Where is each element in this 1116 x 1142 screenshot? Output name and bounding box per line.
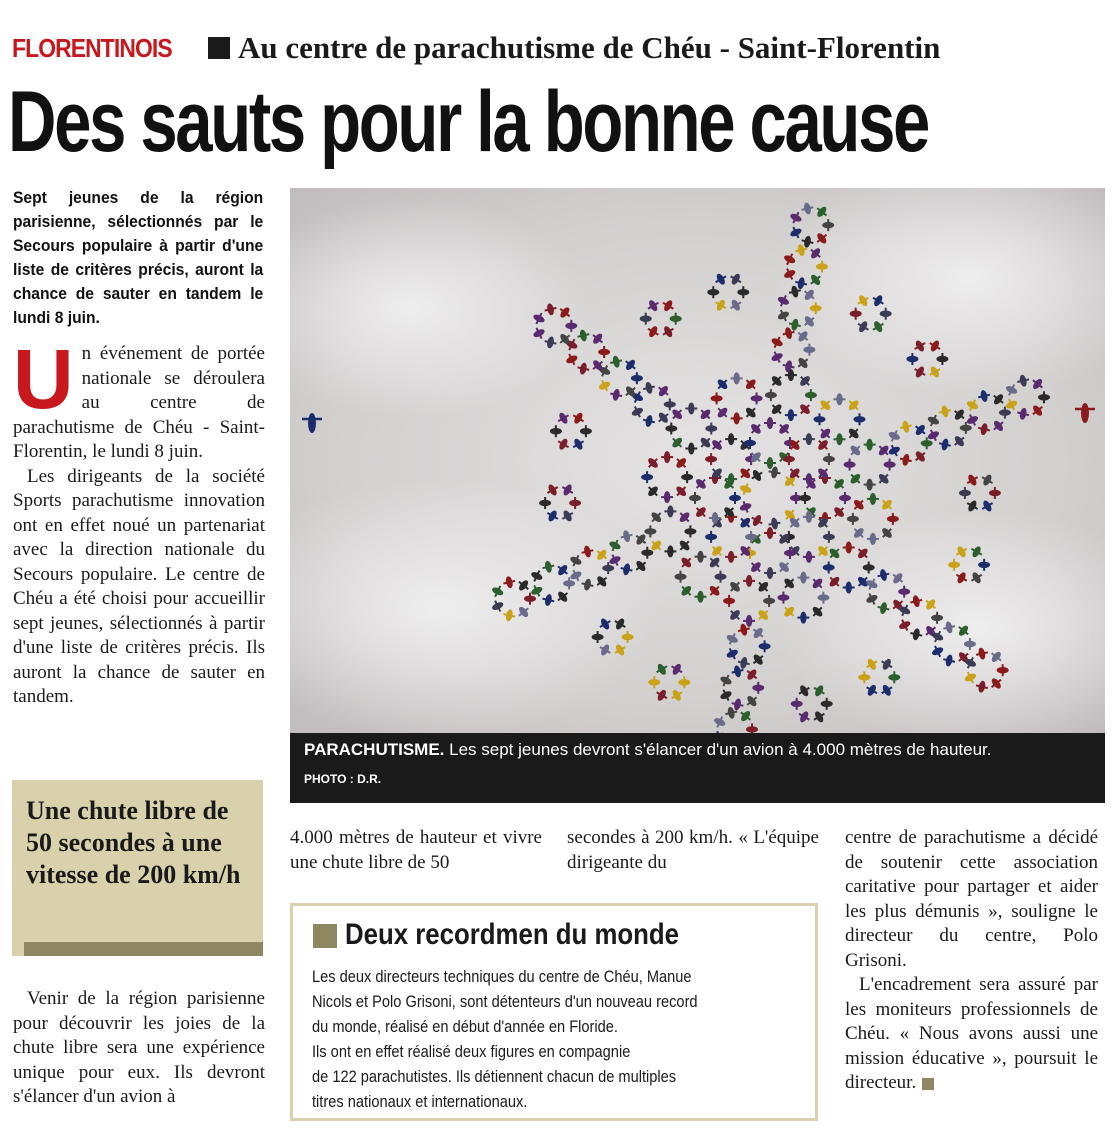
pullquote-bar [24,942,263,956]
article-column-1-bottom [13,987,265,1110]
section-label: FLORENTINOIS [12,32,172,63]
box-square-icon [313,924,337,948]
paragraph-1: n événement de portée nationale se déroulera au centre de parachutisme de Chéu - Saint-Florentin, le lundi 8 juin. [13,343,265,462]
end-mark-icon [922,1078,934,1090]
caption-text: Les sept jeunes devront s'élancer d'un avion à 4.000 mètres de hauteur. [444,740,992,759]
drop-cap: U [13,332,74,426]
pullquote-text: Une chute libre de 50 secondes à une vitesse de 200 km/h [26,796,241,889]
box-line: Les deux directeurs techniques du centre de Chéu, Manue [312,967,692,986]
paragraph-col4-2 [845,973,1098,1096]
headline: Des sauts pour la bonne cause [8,74,928,170]
paragraph-col4-2-text: L'encadrement sera assuré par les moniteurs professionnels de Chéu. « Nous avons aussi une mission éducative », poursuit le directeur. [845,974,1098,1093]
box-line: de 122 parachutistes. Ils détiennent chacun de multiples [312,1067,677,1086]
photo-caption [304,740,1104,760]
lead-paragraph [13,186,265,330]
kicker-text: Au centre de parachutisme de Chéu - Saint-Florentin [238,30,941,65]
lead-text: Sept jeunes de la région parisienne, sélectionnés par le Secours populaire à partir d'une liste de critères précis, auront la chance de sauter en tandem le lundi 8 juin. [13,188,264,327]
paragraph-3: Venir de la région parisienne pour découvrir les joies de la chute libre sera une expérience unique pour eux. Ils devront s'élancer d'un avion à [13,988,265,1107]
paragraph-col4-1: centre de parachutisme a décidé de soutenir cette association caritative pour partager et aider les plus démunis », souligne le directeur du centre, Polo Grisoni. [845,827,1098,971]
skydiving-formation-photo [290,188,1105,733]
box-line: du monde, réalisé en début d'année en Floride. [312,1017,618,1036]
article-column-4 [845,826,1098,1096]
photo-credit: PHOTO : D.R. [304,772,382,786]
box-line: Ils ont en effet réalisé deux figures en compagnie [312,1042,631,1061]
box-body [312,964,794,1114]
caption-label: PARACHUTISME. [304,740,445,759]
article-column-3: secondes à 200 km/h. « L'équipe dirigeante du [567,827,819,873]
box-line: Nicols et Polo Grisoni, sont détenteurs d'un nouveau record [312,992,698,1011]
kicker-line [12,30,940,66]
article-column-2: 4.000 mètres de hauteur et vivre une chute libre de 50 [290,827,542,873]
paragraph-2: Les dirigeants de la société Sports parachutisme innovation ont en effet noué un partenariat avec la direction nationale du Secours populaire. Le centre de Chéu a été choisi pour accueillir sept jeunes, sélectionnés à partir d'une liste de critères précis. Ils auront la chance de sauter en tandem. [13,465,265,707]
kicker-square-icon [208,37,230,59]
box-line: titres nationaux et internationaux. [312,1092,528,1111]
box-title: Deux recordmen du monde [345,918,680,951]
article-column-1 [13,332,265,710]
